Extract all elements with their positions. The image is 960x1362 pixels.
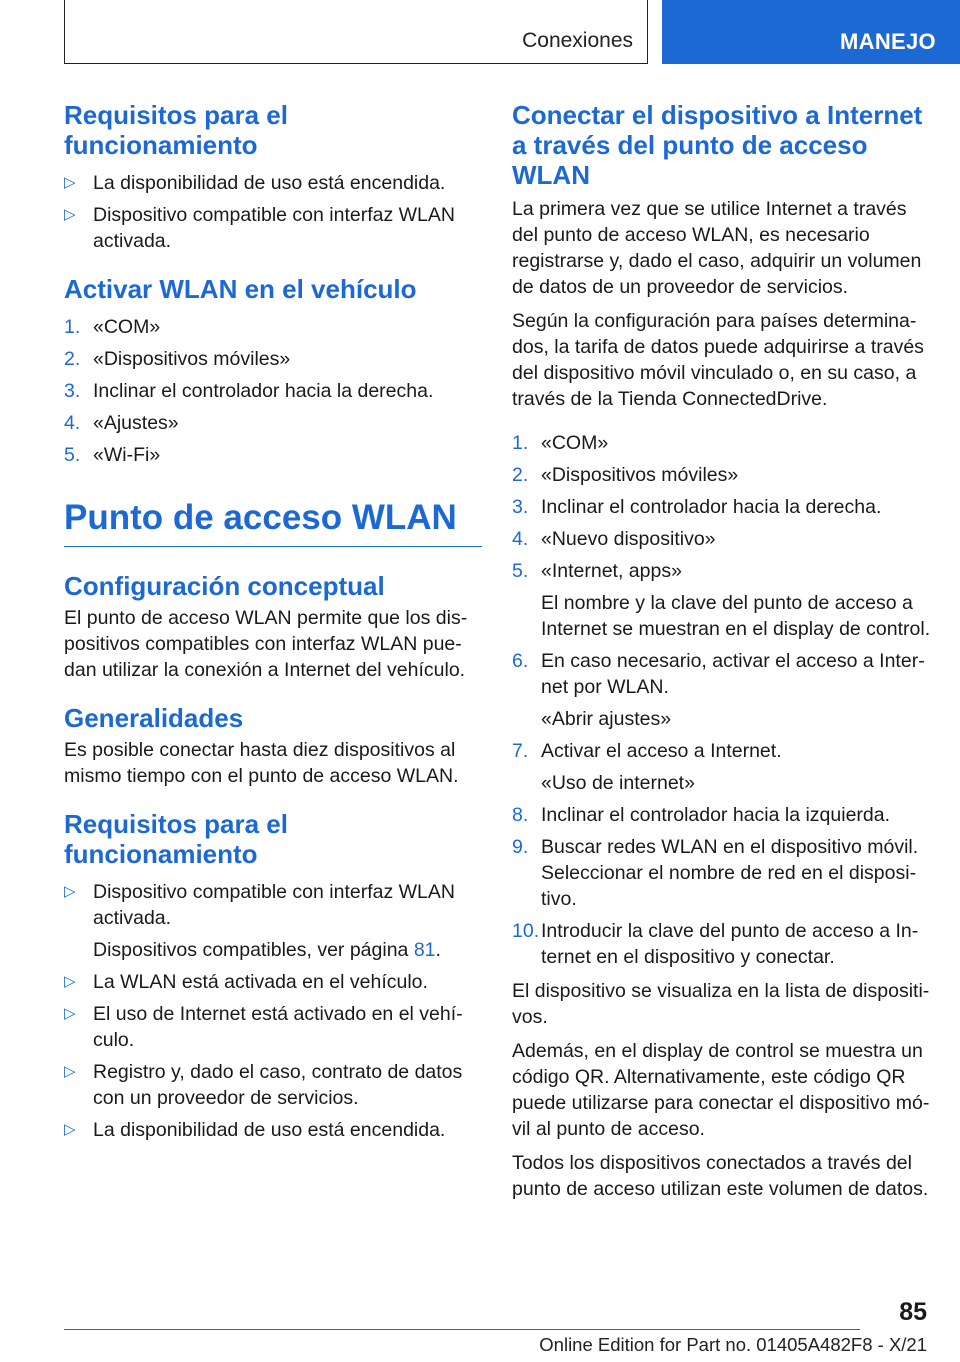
header-section-box <box>64 0 648 64</box>
list-item-note: «Abrir ajustes» <box>541 708 672 730</box>
activate-wlan-steps <box>64 314 482 468</box>
header-chapter-tab[interactable] <box>662 0 960 64</box>
list-item: 1. «COM» <box>64 316 161 338</box>
list-item: ▷ Dispositivo compatible con interfaz WLAN activada. Dispositivos compatibles, ver página 81. <box>64 879 482 963</box>
list-item: ▷ Registro y, dado el caso, contrato de datos con un proveedor de servicios. <box>64 1061 463 1109</box>
list-item: 3. Inclinar el controlador hacia la derecha. <box>512 496 882 518</box>
triangle-bullet-icon: ▷ <box>64 973 76 990</box>
main-section-title: Punto de acceso WLAN <box>64 498 482 547</box>
list-item: ▷ La disponibilidad de uso está encendida. <box>64 172 446 194</box>
triangle-bullet-icon: ▷ <box>64 1005 76 1022</box>
header-section-title: Conexiones <box>522 29 633 52</box>
list-item-note: Dispositivos compatibles, ver página 81. <box>93 939 441 961</box>
closing-paragraph-1: El dispositivo se visualiza en la lista de dispositivos. <box>512 980 930 1028</box>
section-title-concept: Configuración conceptual <box>64 571 385 601</box>
list-item: 2. «Dispositivos móviles» <box>64 348 291 370</box>
header-chapter-label: MANEJO <box>840 29 936 54</box>
left-column <box>64 100 482 1149</box>
list-item: 6. En caso necesario, activar el acceso a Internet por WLAN. «Abrir ajustes» <box>512 648 932 732</box>
right-column <box>512 100 932 1210</box>
triangle-bullet-icon: ▷ <box>64 174 76 191</box>
intro-paragraph-1: La primera vez que se utilice Internet a través del punto de acceso WLAN, es necesario registrarse y, dado el caso, adquirir un volumen de datos de un proveedor de servicios. <box>512 198 922 298</box>
requirements-list-1 <box>64 170 482 254</box>
triangle-bullet-icon: ▷ <box>64 1063 76 1080</box>
list-item-note: El nombre y la clave del punto de acceso a Internet se muestran en el display de control. <box>541 592 931 640</box>
triangle-bullet-icon: ▷ <box>64 883 76 900</box>
list-item: 7. Activar el acceso a Internet. «Uso de internet» <box>512 738 932 796</box>
page-header <box>0 0 960 66</box>
list-item: 2. «Dispositivos móviles» <box>512 464 739 486</box>
list-item: 10. Introducir la clave del punto de acceso a Internet en el dispositivo y conectar. <box>512 920 919 968</box>
requirements-list-2 <box>64 879 482 1143</box>
section-title-activate-wlan: Activar WLAN en el vehículo <box>64 274 417 304</box>
triangle-bullet-icon: ▷ <box>64 206 76 223</box>
list-item: 9. Buscar redes WLAN en el dispositivo móvil. Seleccionar el nombre de red en el dispositivo. <box>512 836 919 910</box>
footer-edition-text: Online Edition for Part no. 01405A482F8 - X/21 <box>539 1334 927 1355</box>
list-item: 3. Inclinar el controlador hacia la derecha. <box>64 380 434 402</box>
section-title-connect-device: Conectar el dispositivo a Internet a través del punto de acceso WLAN <box>512 100 923 190</box>
triangle-bullet-icon: ▷ <box>64 1121 76 1138</box>
list-item: 5. «Internet, apps» El nombre y la clave del punto de acceso a Internet se muestran en el display de control. <box>512 560 931 640</box>
section-title-general: Generalidades <box>64 703 244 733</box>
list-item: ▷ Dispositivo compatible con interfaz WLAN activada. <box>64 204 455 252</box>
section-title-requirements-2: Requisitos para el funcionamiento <box>64 809 288 869</box>
intro-paragraph-2: Según la configuración para países determinados, la tarifa de datos puede adquirirse a través del dispositivo móvil vinculado o, en su caso, a través de la Tienda ConnectedDrive. <box>512 310 924 410</box>
general-paragraph: Es posible conectar hasta diez dispositivos al mismo tiempo con el punto de acceso WLAN. <box>64 739 459 787</box>
closing-paragraph-3: Todos los dispositivos conectados a través del punto de acceso utilizan este volumen de datos. <box>512 1152 929 1200</box>
closing-paragraph-2: Además, en el display de control se muestra un código QR. Alternativamente, este código QR puede utilizarse para conectar el dispositivo móvil al punto de acceso. <box>512 1040 930 1140</box>
connect-device-steps <box>512 430 932 970</box>
footer-divider <box>64 1329 860 1330</box>
list-item: 5. «Wi-Fi» <box>64 444 161 466</box>
list-item: 8. Inclinar el controlador hacia la izquierda. <box>512 804 891 826</box>
list-item: 4. «Ajustes» <box>64 412 179 434</box>
concept-paragraph: El punto de acceso WLAN permite que los dispositivos compatibles con interfaz WLAN puedan utilizar la conexión a Internet del vehículo. <box>64 607 468 681</box>
section-title-requirements-1: Requisitos para el funcionamiento <box>64 100 288 160</box>
list-item: 4. «Nuevo dispositivo» <box>512 528 716 550</box>
page-number: 85 <box>899 1298 927 1326</box>
list-item: ▷ El uso de Internet está activado en el vehículo. <box>64 1003 463 1051</box>
list-item: 1. «COM» <box>512 432 609 454</box>
list-item: ▷ La disponibilidad de uso está encendida. <box>64 1119 446 1141</box>
list-item-note: «Uso de internet» <box>541 772 695 794</box>
page-reference-link[interactable]: 81 <box>413 939 436 961</box>
list-item: ▷ La WLAN está activada en el vehículo. <box>64 971 428 993</box>
